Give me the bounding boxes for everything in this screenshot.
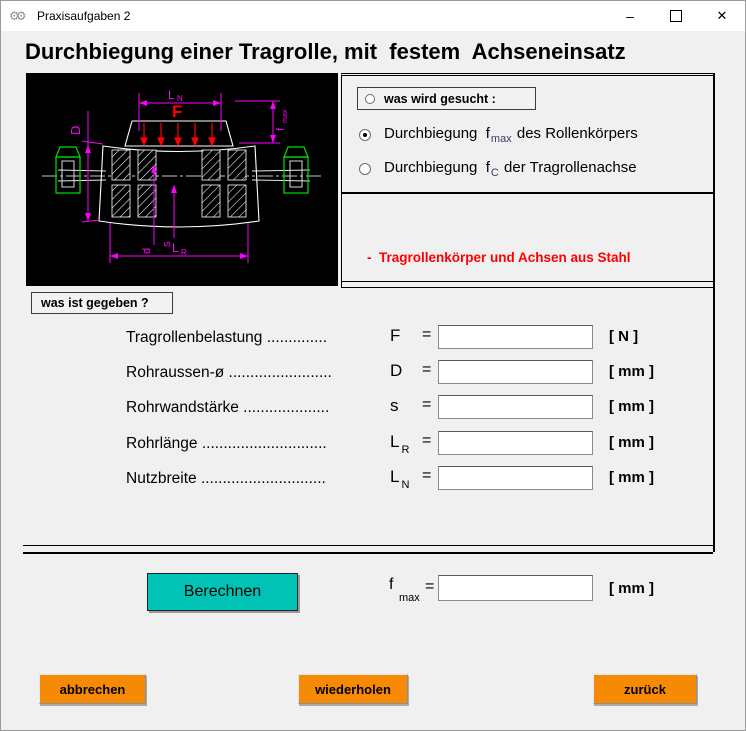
search-header-label: was wird gesucht :	[384, 91, 496, 106]
header-radio-icon[interactable]	[365, 94, 375, 104]
option-label: Durchbiegung $f_{max}$ des Rollenkörpers	[384, 125, 638, 145]
field-unit: [ mm ]	[609, 363, 654, 380]
dim-label-d-outer: D	[68, 125, 83, 135]
dim-label-s: s	[161, 241, 173, 247]
titlebar	[1, 1, 745, 31]
field-symbol: s	[390, 396, 399, 415]
result-unit: [ mm ]	[609, 580, 654, 597]
form-row-LN	[1, 466, 745, 494]
search-header-box	[357, 87, 536, 110]
roller-diagram	[26, 73, 338, 286]
option-label: Durchbiegung $f_C$ der Tragrollenachse	[384, 159, 637, 179]
zurueck-button[interactable]: zurück	[593, 674, 697, 704]
input-D[interactable]	[438, 360, 593, 384]
field-unit: [ N ]	[609, 328, 639, 345]
input-F[interactable]	[438, 325, 593, 349]
dim-label-d-inner: d	[141, 247, 153, 254]
close-icon: ✕	[716, 8, 728, 23]
field-label: Rohraussen-ø ........................	[126, 364, 332, 381]
maximize-button[interactable]	[653, 1, 699, 31]
radio-selected-icon[interactable]	[359, 129, 371, 141]
load-label-f: F	[172, 102, 183, 121]
gears-icon: ⚙⚙	[9, 9, 23, 23]
right-bearing-detail	[290, 161, 302, 187]
output-fmax[interactable]	[438, 575, 593, 601]
abbrechen-button[interactable]: abbrechen	[39, 674, 146, 704]
field-label: Rohrwandstärke ....................	[126, 399, 330, 416]
close-button[interactable]	[699, 1, 745, 31]
field-unit: [ mm ]	[609, 469, 654, 486]
equals-sign: =	[422, 326, 432, 343]
form-row-D	[1, 360, 745, 388]
form-row-s	[1, 395, 745, 423]
left-bearing-detail	[62, 161, 74, 187]
divider-search-bottom	[342, 192, 713, 194]
minimize-button[interactable]	[607, 1, 653, 31]
field-symbol: D	[390, 361, 403, 380]
diagram-panel	[26, 73, 338, 286]
form-row-f	[1, 325, 745, 353]
input-s[interactable]	[438, 395, 593, 419]
steel-note: - Tragrollenkörper und Achsen aus Stahl	[367, 250, 631, 265]
field-unit: [ mm ]	[609, 398, 654, 415]
field-symbol: F	[390, 326, 401, 345]
radio-option-fmax[interactable]	[359, 125, 638, 145]
wiederholen-button[interactable]: wiederholen	[298, 674, 408, 704]
window-title: Praxisaufgaben 2	[37, 9, 131, 23]
load-arrows	[141, 123, 215, 145]
field-unit: [ mm ]	[609, 434, 654, 451]
calculate-button[interactable]: Berechnen	[147, 573, 298, 611]
dim-label-lr-sub: R	[181, 248, 187, 257]
equals-sign: =	[425, 578, 435, 595]
radio-option-fc[interactable]	[359, 159, 637, 179]
equals-sign: =	[422, 396, 432, 413]
dim-label-lr: L	[172, 241, 179, 255]
maximize-icon	[670, 10, 682, 22]
equals-sign: =	[422, 432, 432, 449]
field-symbol: L $_N$	[390, 467, 410, 491]
form-row-LR	[1, 431, 745, 459]
equals-sign: =	[422, 361, 432, 378]
field-symbol: L $_R$	[390, 432, 410, 456]
dim-label-fmax-sub: max	[282, 109, 289, 123]
divider-form-bottom	[23, 545, 713, 554]
result-symbol: f	[389, 576, 394, 593]
dim-label-ln: L	[168, 88, 175, 102]
result-symbol-sub: max	[399, 592, 420, 604]
given-header-box: was ist gegeben ?	[31, 292, 173, 314]
page-title: Durchbiegung einer Tragrolle, mit festem Achseneinsatz	[25, 39, 626, 64]
input-LN[interactable]	[438, 466, 593, 490]
dim-label-ln-sub: N	[177, 94, 183, 103]
field-label: Tragrollenbelastung ..............	[126, 329, 328, 346]
equals-sign: =	[422, 467, 432, 484]
roller-section-hatch	[112, 150, 246, 217]
field-label: Nutzbreite .............................	[126, 470, 326, 487]
dim-label-fmax: f	[275, 127, 287, 131]
input-LR[interactable]	[438, 431, 593, 455]
divider-note-bottom	[342, 281, 713, 288]
radio-unselected-icon[interactable]	[359, 163, 371, 175]
field-label: Rohrlänge .............................	[126, 435, 327, 452]
minimize-icon: –	[626, 8, 634, 24]
